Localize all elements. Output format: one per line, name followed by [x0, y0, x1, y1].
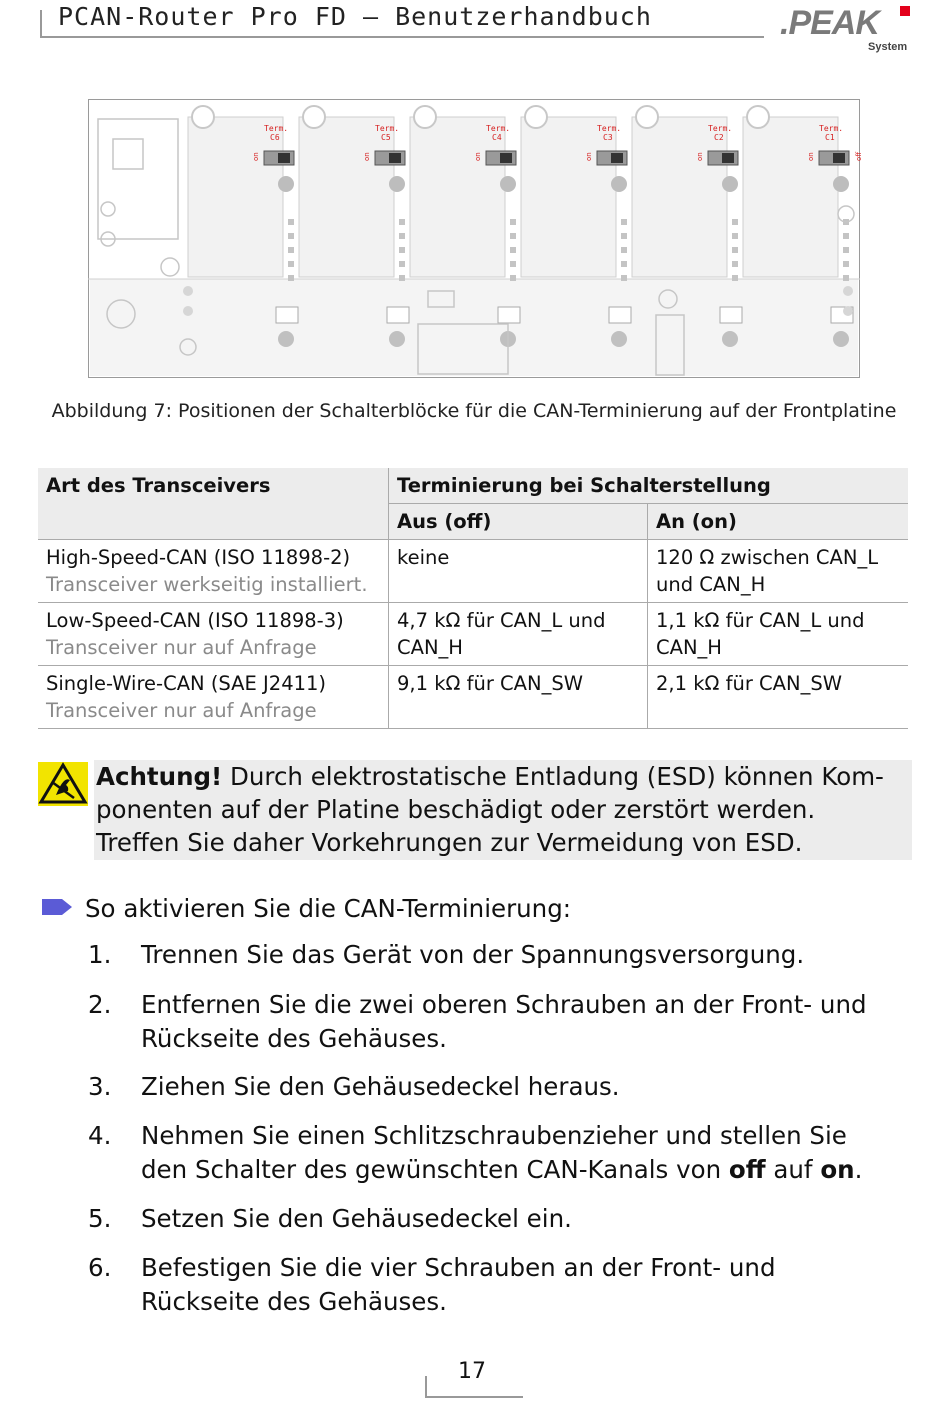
table-header-transceiver: Art des Transceivers	[38, 468, 389, 540]
channel-label: C5	[381, 133, 391, 142]
pad	[276, 307, 298, 323]
step-line: Entfernen Sie die zwei oberen Schrauben an der Front- und	[141, 990, 867, 1019]
pad	[732, 275, 738, 281]
pad	[843, 261, 849, 267]
table-cell-type	[38, 603, 389, 666]
term-label: Term.	[819, 124, 844, 133]
pad	[510, 233, 516, 239]
pad	[843, 233, 849, 239]
dip-switch-knob	[389, 153, 401, 163]
table-subheader-on: An (on)	[648, 504, 909, 540]
step-number: 5.	[88, 1204, 112, 1233]
pad	[288, 275, 294, 281]
switch-on-label: on	[363, 152, 371, 161]
pad	[399, 247, 405, 253]
table-cell-on: 2,1 kΩ für CAN_SW	[648, 666, 909, 729]
termination-table	[38, 468, 908, 729]
step-text	[141, 1251, 911, 1319]
table-cell-type	[38, 666, 389, 729]
pad	[510, 219, 516, 225]
via	[833, 176, 849, 192]
screw-hole	[636, 106, 658, 128]
warning-text	[96, 760, 910, 859]
via	[278, 331, 294, 347]
switch-on-label: on	[474, 152, 482, 161]
screw-hole	[525, 106, 547, 128]
screw-hole	[303, 106, 325, 128]
pad	[621, 275, 627, 281]
module-outline	[632, 117, 727, 277]
screw-hole	[192, 106, 214, 128]
dip-switch-knob	[611, 153, 623, 163]
pad	[609, 307, 631, 323]
pad	[288, 261, 294, 267]
table-cell-off: 9,1 kΩ für CAN_SW	[389, 666, 648, 729]
term-label: Term.	[375, 124, 400, 133]
channel-label: C2	[714, 133, 724, 142]
pad	[399, 233, 405, 239]
term-label: Term.	[486, 124, 511, 133]
switch-on-label: on	[696, 152, 704, 161]
screw-hole	[747, 106, 769, 128]
esd-warning-icon	[38, 762, 88, 806]
module-outline	[188, 117, 283, 277]
switch-off-label: off	[855, 151, 863, 161]
header-rule	[40, 36, 764, 38]
pad	[510, 247, 516, 253]
pad	[732, 261, 738, 267]
table-row	[38, 666, 908, 729]
logo-square	[900, 6, 910, 16]
pcb-figure	[88, 99, 863, 378]
via	[389, 176, 405, 192]
pad	[288, 247, 294, 253]
peak-logo	[780, 4, 915, 56]
table-cell-on: 120 Ω zwischen CAN_L und CAN_H	[648, 540, 909, 603]
footer-tick	[425, 1376, 427, 1398]
via	[722, 176, 738, 192]
pad	[732, 219, 738, 225]
transceiver-type: High-Speed-CAN (ISO 11898-2)	[46, 546, 351, 569]
pad	[399, 261, 405, 267]
step-number: 4.	[88, 1121, 112, 1150]
warning-line: ponenten auf der Platine beschädigt oder zerstört werden.	[96, 795, 816, 824]
channel-label: C4	[492, 133, 502, 142]
step-text: Setzen Sie den Gehäusedeckel ein.	[141, 1204, 572, 1233]
via	[500, 176, 516, 192]
step-text	[141, 1119, 911, 1187]
warning-line: Durch elektrostatische Entladung (ESD) können Kom-	[222, 762, 884, 791]
step-number: 6.	[88, 1253, 112, 1282]
step-number: 3.	[88, 1072, 112, 1101]
transceiver-type: Low-Speed-CAN (ISO 11898-3)	[46, 609, 344, 632]
step-text: Trennen Sie das Gerät von der Spannungsversorgung.	[141, 940, 805, 969]
channel-label: C1	[825, 133, 835, 142]
term-label: Term.	[264, 124, 289, 133]
table-row	[38, 603, 908, 666]
via	[389, 331, 405, 347]
pad	[621, 261, 627, 267]
transceiver-note: Transceiver nur auf Anfrage	[46, 636, 317, 659]
table-cell-off: 4,7 kΩ für CAN_L und CAN_H	[389, 603, 648, 666]
page-header-title: PCAN-Router Pro FD – Benutzerhandbuch	[58, 2, 652, 31]
step-line: Rückseite des Gehäuses.	[141, 1287, 447, 1316]
via	[611, 176, 627, 192]
via	[722, 331, 738, 347]
state-on: on	[820, 1155, 855, 1184]
step-line: .	[854, 1155, 863, 1184]
via	[278, 176, 294, 192]
table-header-termination: Terminierung bei Schalterstellung	[389, 468, 909, 504]
pad	[399, 219, 405, 225]
table-cell-off: keine	[389, 540, 648, 603]
step-number: 2.	[88, 990, 112, 1019]
instruction-arrow-icon	[42, 897, 72, 917]
instructions-title: So aktivieren Sie die CAN-Terminierung:	[85, 894, 572, 923]
warning-label: Achtung!	[96, 762, 223, 791]
header-tick	[40, 10, 42, 38]
table-subheader-off: Aus (off)	[389, 504, 648, 540]
logo-subtext: System	[868, 41, 908, 53]
figure-caption: Abbildung 7: Positionen der Schalterblöcke für die CAN-Terminierung auf der Frontplatine	[51, 400, 897, 422]
dip-switch-knob	[500, 153, 512, 163]
step-text: Ziehen Sie den Gehäusedeckel heraus.	[141, 1072, 620, 1101]
switch-on-label: on	[807, 152, 815, 161]
step-text	[141, 988, 911, 1056]
transceiver-note: Transceiver werkseitig installiert.	[46, 573, 368, 596]
pad	[621, 247, 627, 253]
module-outline	[410, 117, 505, 277]
pad	[720, 307, 742, 323]
pad	[732, 247, 738, 253]
table-row	[38, 540, 908, 603]
step-number: 1.	[88, 940, 112, 969]
pad	[510, 275, 516, 281]
term-label: Term.	[708, 124, 733, 133]
switch-on-label: on	[585, 152, 593, 161]
pad	[843, 247, 849, 253]
channel-label: C6	[270, 133, 280, 142]
table-cell-type	[38, 540, 389, 603]
via	[833, 331, 849, 347]
channel-label: C3	[603, 133, 613, 142]
step-line: den Schalter des gewünschten CAN-Kanals von	[141, 1155, 729, 1184]
step-line: Nehmen Sie einen Schlitzschraubenzieher und stellen Sie	[141, 1121, 847, 1150]
via	[611, 331, 627, 347]
pad	[621, 219, 627, 225]
dip-switch-knob	[278, 153, 290, 163]
dip-switch-knob	[833, 153, 845, 163]
module-outline	[743, 117, 838, 277]
term-label: Term.	[597, 124, 622, 133]
step-line: Rückseite des Gehäuses.	[141, 1024, 447, 1053]
pad	[498, 307, 520, 323]
footer-rule	[425, 1396, 523, 1398]
pad	[387, 307, 409, 323]
warning-line: Treffen Sie daher Vorkehrungen zur Vermeidung von ESD.	[96, 828, 803, 857]
page-number: 17	[458, 1359, 486, 1384]
screw-hole	[414, 106, 436, 128]
dip-switch-knob	[722, 153, 734, 163]
state-off: off	[728, 1155, 766, 1184]
pad	[732, 233, 738, 239]
module-outline	[299, 117, 394, 277]
logo-text: .PEAK	[780, 4, 879, 42]
pad	[288, 233, 294, 239]
pad	[399, 275, 405, 281]
table-cell-on: 1,1 kΩ für CAN_L und CAN_H	[648, 603, 909, 666]
pad	[843, 275, 849, 281]
transceiver-note: Transceiver nur auf Anfrage	[46, 699, 317, 722]
step-line: Befestigen Sie die vier Schrauben an der Front- und	[141, 1253, 776, 1282]
pad	[510, 261, 516, 267]
step-line: auf	[765, 1155, 821, 1184]
pad	[621, 233, 627, 239]
transceiver-type: Single-Wire-CAN (SAE J2411)	[46, 672, 327, 695]
switch-on-label: on	[252, 152, 260, 161]
pad	[288, 219, 294, 225]
module-outline	[521, 117, 616, 277]
